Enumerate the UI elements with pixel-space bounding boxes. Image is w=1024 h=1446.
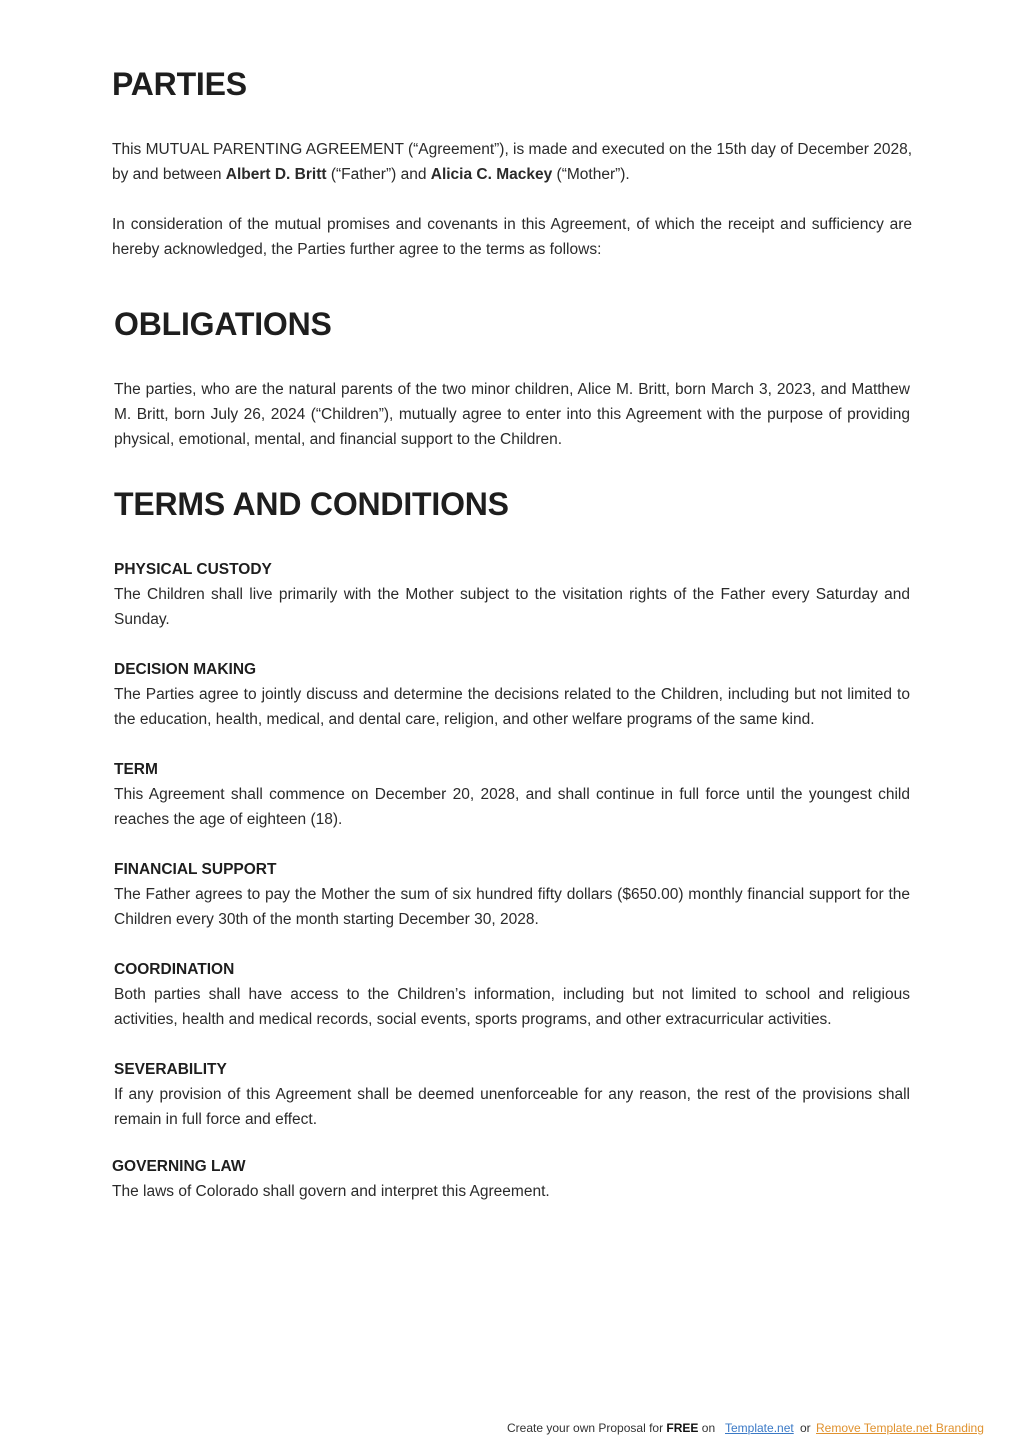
clause-text: The Parties agree to jointly discuss and determine the decisions related to the Children, including but not limited to the education, health, medical, and dental care, religion, and other welfare programs of the same kind. (114, 686, 910, 728)
clause-title: GOVERNING LAW (112, 1158, 246, 1175)
obligations-heading: OBLIGATIONS (114, 306, 332, 342)
clause-decision-making (114, 657, 910, 732)
footer-text-b: on (698, 1421, 716, 1435)
parties-text-b: (“Father”) and (326, 166, 431, 183)
parties-paragraph-1 (112, 137, 912, 187)
clause-coordination (114, 957, 910, 1032)
clause-text: If any provision of this Agreement shall be deemed unenforceable for any reason, the rest of the provisions shall remain in full force and effect. (114, 1086, 910, 1128)
template-net-link[interactable]: Template.net (725, 1421, 794, 1435)
clause-title: TERM (114, 761, 158, 778)
parties-heading: PARTIES (112, 66, 247, 102)
remove-branding-link[interactable]: Remove Template.net Branding (816, 1421, 984, 1435)
clause-text: This Agreement shall commence on December 20, 2028, and shall continue in full force until the youngest child reaches the age of eighteen (18). (114, 786, 910, 828)
clause-physical-custody (114, 557, 910, 632)
clause-financial-support (114, 857, 910, 932)
clause-title: COORDINATION (114, 961, 235, 978)
parties-text-a: This MUTUAL PARENTING AGREEMENT (“Agreement”), is made and executed on the 15th day of December 2028, by and between (112, 141, 913, 183)
footer-text (507, 1418, 715, 1438)
clause-text: Both parties shall have access to the Children’s information, including but not limited to school and religious activities, health and medical records, social events, sports programs, and other extracurricular activities. (114, 986, 910, 1028)
parties-paragraph-2: In consideration of the mutual promises and covenants in this Agreement, of which the receipt and sufficiency are hereby acknowledged, the Parties further agree to the terms as follows: (112, 216, 912, 258)
mother-name: Alicia C. Mackey (430, 166, 553, 183)
clause-title: FINANCIAL SUPPORT (114, 861, 277, 878)
branding-footer (0, 1418, 1024, 1438)
clause-term (114, 757, 910, 832)
father-name: Albert D. Britt (225, 166, 327, 183)
footer-free: FREE (666, 1421, 699, 1435)
section-obligations (114, 304, 910, 452)
clause-title: SEVERABILITY (114, 1061, 227, 1078)
clause-text: The Children shall live primarily with the Mother subject to the visitation rights of the Father every Saturday and Sunday. (114, 586, 910, 628)
footer-text-a: Create your own Proposal for (507, 1421, 667, 1435)
clause-title: DECISION MAKING (114, 661, 257, 678)
section-terms (114, 484, 910, 1132)
clause-governing-law (112, 1154, 912, 1204)
parties-text-c: (“Mother”). (552, 166, 630, 183)
clause-text: The Father agrees to pay the Mother the sum of six hundred fifty dollars ($650.00) monthly financial support for the Children every 30th of the month starting December 30, 2028. (114, 886, 910, 928)
clause-text: The laws of Colorado shall govern and interpret this Agreement. (112, 1183, 550, 1200)
footer-or: or (800, 1421, 811, 1435)
section-parties (112, 64, 912, 262)
clause-title: PHYSICAL CUSTODY (114, 561, 272, 578)
terms-heading: TERMS AND CONDITIONS (114, 486, 509, 522)
obligations-paragraph: The parties, who are the natural parents of the two minor children, Alice M. Britt, born March 3, 2023, and Matthew M. Britt, born July 26, 2024 (“Children”), mutually agree to enter into this Agreement with the purpose of providing physical, emotional, mental, and financial support to the Children. (114, 381, 910, 448)
clause-severability (114, 1057, 910, 1132)
